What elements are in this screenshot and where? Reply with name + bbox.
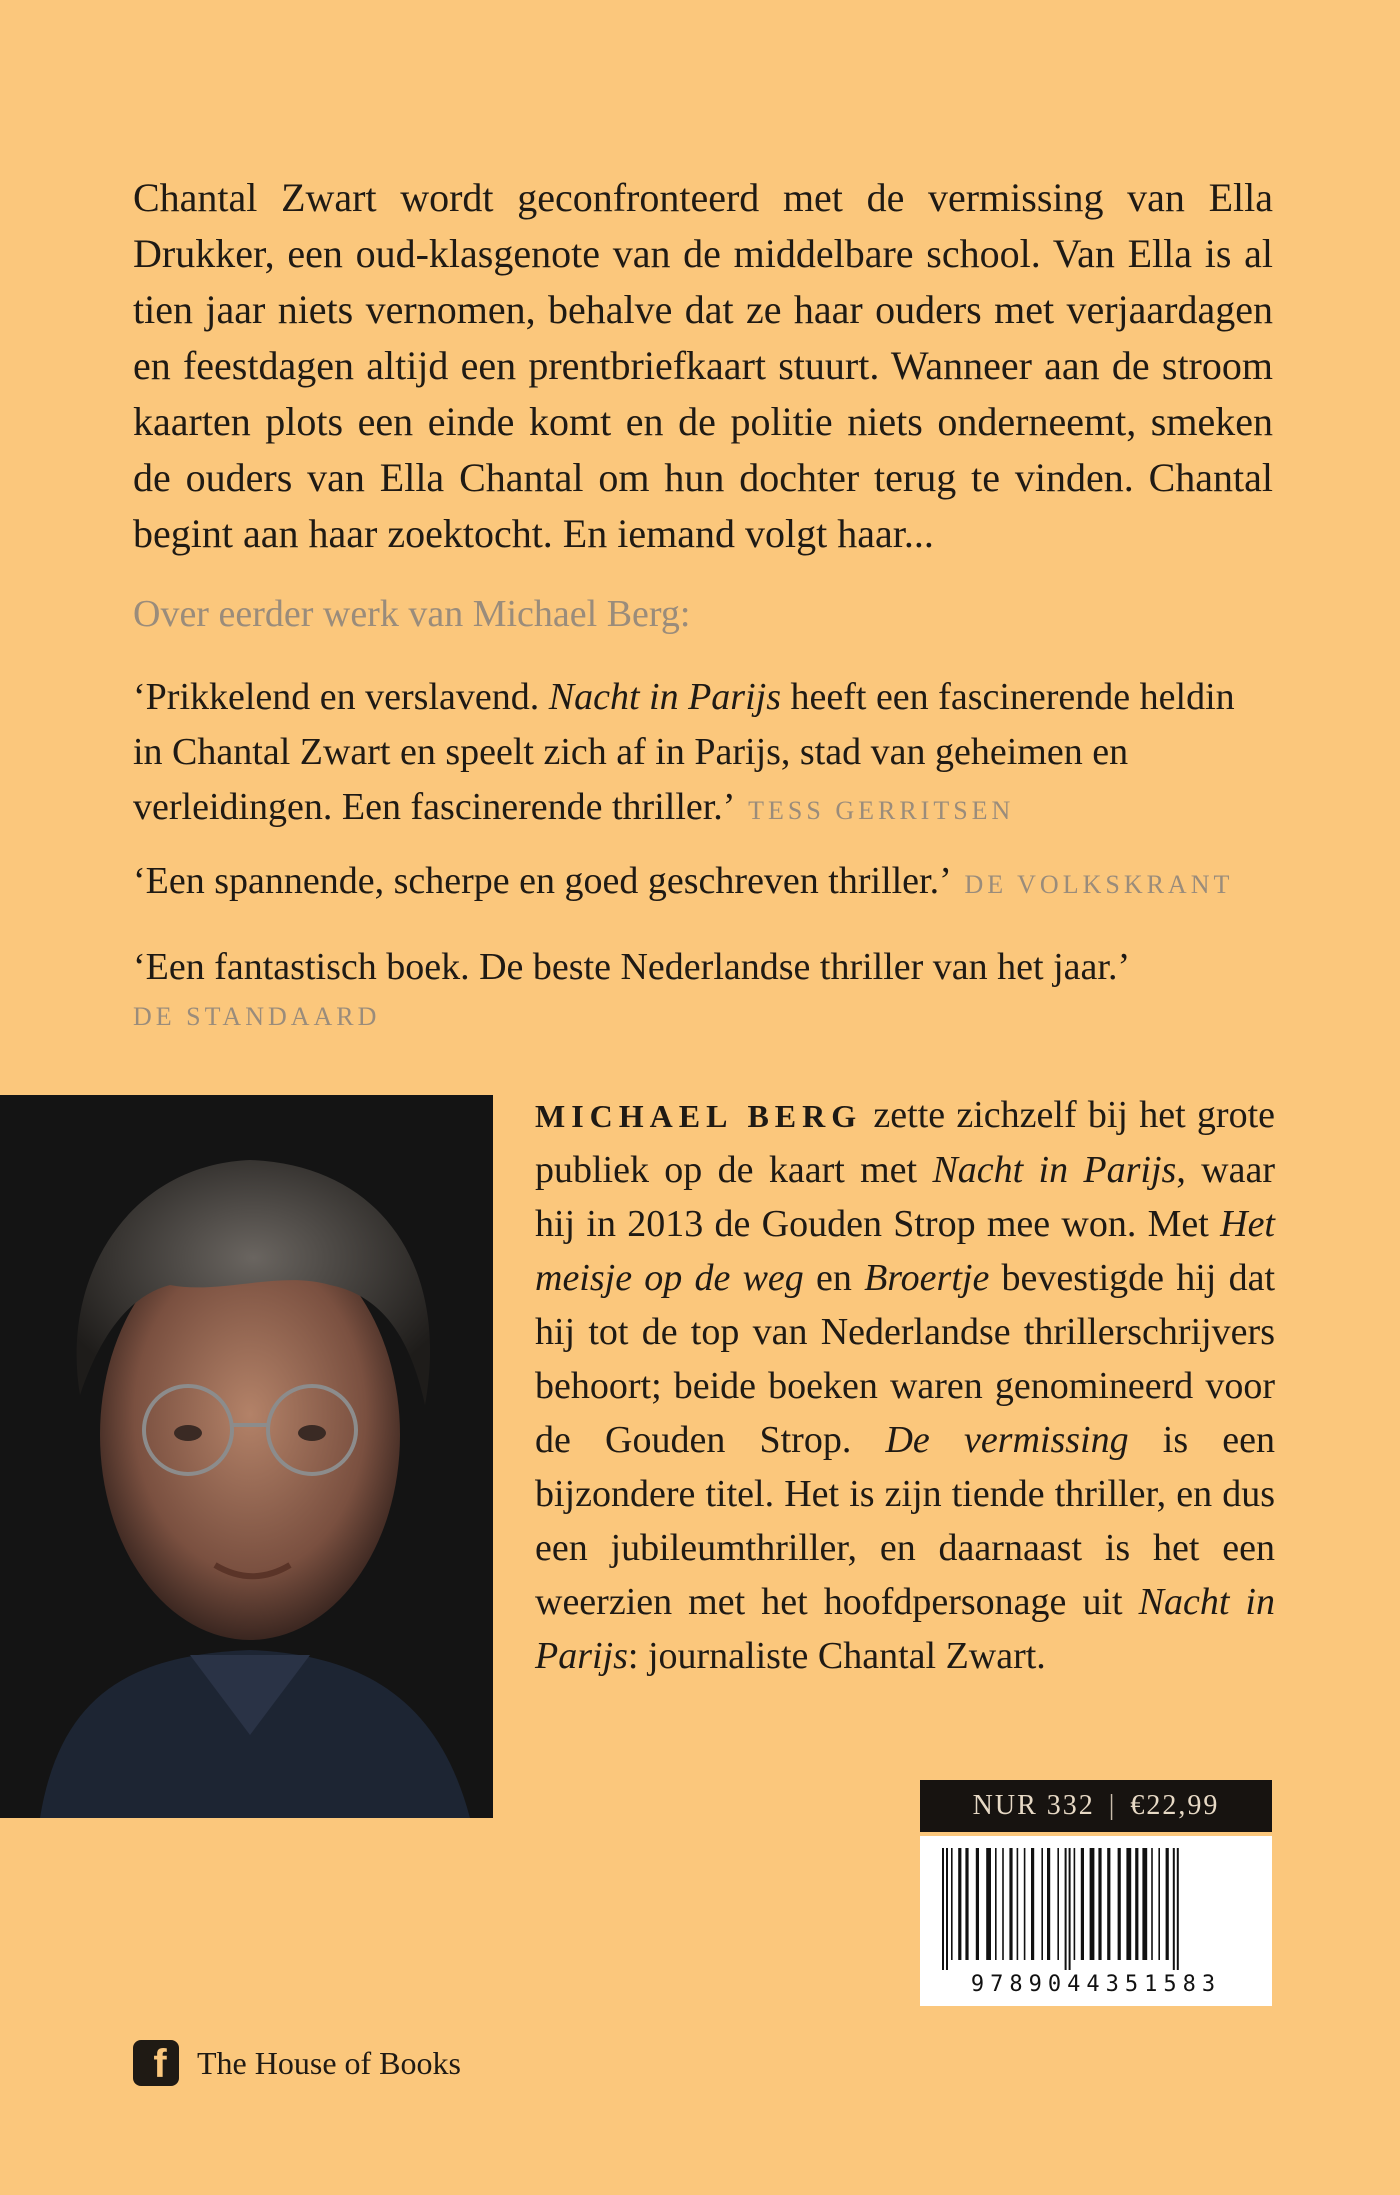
barcode-bar <box>958 1848 961 1960</box>
quote-text: ‘Een spannende, scherpe en goed geschreven thriller.’ <box>133 860 949 902</box>
bio-text: : journaliste Chantal Zwart. <box>627 1635 1046 1677</box>
quote-source: TESS GERRITSEN <box>748 796 1015 825</box>
author-name: MICHAEL BERG <box>535 1098 863 1134</box>
bio-text: bevestigde hij dat hij tot de top van Nederlandse thrillerschrijvers behoort; beide boeken waren genomineerd voor de Gouden Strop. <box>535 1257 1276 1461</box>
barcode-bar <box>1041 1848 1043 1960</box>
barcode-bar <box>1081 1848 1084 1960</box>
quote-text: ‘Een fantastisch boek. De beste Nederlandse thriller van het jaar.’ <box>133 946 1131 988</box>
publisher <box>133 2040 461 2086</box>
barcode-bar <box>1002 1848 1004 1960</box>
author-photo <box>0 1095 493 1818</box>
barcode-bar <box>1057 1848 1059 1960</box>
barcode-bar <box>1126 1848 1131 1960</box>
price-tag <box>920 1780 1272 1832</box>
barcode-bar <box>1031 1848 1034 1960</box>
barcode-guard-bar <box>942 1848 944 1970</box>
barcode-bar <box>1142 1848 1147 1960</box>
barcode-bars <box>938 1848 1254 1970</box>
barcode-bar <box>1017 1848 1019 1960</box>
review-quote <box>133 670 1273 838</box>
barcode-bar <box>1009 1848 1012 1960</box>
barcode-bar <box>995 1848 997 1960</box>
barcode-guard-bar <box>1177 1848 1179 1970</box>
barcode-bar <box>1135 1848 1138 1960</box>
book-title: De vermissing <box>885 1419 1129 1461</box>
barcode-bar <box>1118 1848 1121 1960</box>
book-title: Nacht in Parijs <box>932 1149 1177 1191</box>
quotes-heading: Over eerder werk van Michael Berg: <box>133 593 691 635</box>
bio-text: zette zichzelf bij het grote publiek op de kaart met <box>535 1094 1275 1191</box>
barcode-bar <box>1098 1848 1101 1960</box>
barcode-bar <box>1151 1848 1153 1960</box>
barcode-guard-bar <box>1065 1848 1067 1970</box>
barcode-bar <box>1074 1848 1076 1960</box>
review-quote <box>133 940 1273 1039</box>
barcode-bar <box>986 1848 991 1960</box>
quote-source: DE STANDAARD <box>133 1002 381 1031</box>
barcode-guard-bar <box>946 1848 948 1970</box>
barcode-bar <box>1158 1848 1160 1960</box>
review-quote <box>133 854 1273 912</box>
bio-text: , waar hij in 2013 de Gouden Strop mee won. Met <box>535 1149 1275 1245</box>
barcode-bar <box>951 1848 953 1960</box>
publisher-name: The House of Books <box>197 2044 461 2081</box>
barcode-bar <box>965 1848 968 1960</box>
facebook-icon: f <box>133 2040 179 2086</box>
price-separator: | <box>1108 1790 1117 1821</box>
barcode-bar <box>1047 1848 1050 1960</box>
barcode <box>920 1836 1272 2006</box>
barcode-bar <box>1166 1848 1169 1960</box>
barcode-bar <box>1024 1848 1026 1960</box>
bio-text: en <box>803 1257 865 1299</box>
barcode-bar <box>1107 1848 1110 1960</box>
author-bio <box>535 1088 1275 1683</box>
price: €22,99 <box>1130 1790 1220 1821</box>
barcode-bar <box>1090 1848 1095 1960</box>
nur-code: NUR 332 <box>972 1790 1095 1821</box>
isbn-number: 9789044351583 <box>970 1972 1222 1997</box>
bio-text: is een bijzondere titel. Het is zijn tiende thriller, en dus een jubileumthriller, en daarnaast is het een weerzien met het hoofdpersonage uit <box>535 1419 1275 1623</box>
book-title: Nacht in Parijs <box>535 1581 1275 1677</box>
synopsis-text: Chantal Zwart wordt geconfronteerd met de vermissing van Ella Drukker, een oud-klasgenote van de middelbare school. Van Ella is al tien jaar niets vernomen, behalve dat ze haar ouders met verjaardagen en feestdagen altijd een prentbriefkaart stuurt. Wanneer aan de stroom kaarten plots een einde komt en de politie niets onderneemt, smeken de ouders van Ella Chantal om hun dochter terug te vinden. Chantal begint aan haar zoektocht. En iemand volgt haar... <box>133 175 1273 556</box>
author-portrait-illustration <box>0 1095 493 1818</box>
quote-text: ‘Prikkelend en verslavend. <box>133 676 549 718</box>
barcode-guard-bar <box>1173 1848 1175 1970</box>
book-title: Het meisje op de weg <box>535 1203 1275 1299</box>
barcode-bar <box>976 1848 979 1960</box>
quote-source: DE VOLKSKRANT <box>964 870 1234 899</box>
book-title: Broertje <box>864 1257 990 1299</box>
synopsis <box>133 170 1273 562</box>
quote-text: heeft een fascinerende heldin in Chantal Zwart en speelt zich af in Parijs, stad van geheimen en verleidingen. Een fascinerende thriller.’ <box>133 676 1235 828</box>
barcode-guard-bar <box>1069 1848 1071 1970</box>
book-title: Nacht in Parijs <box>548 676 781 718</box>
